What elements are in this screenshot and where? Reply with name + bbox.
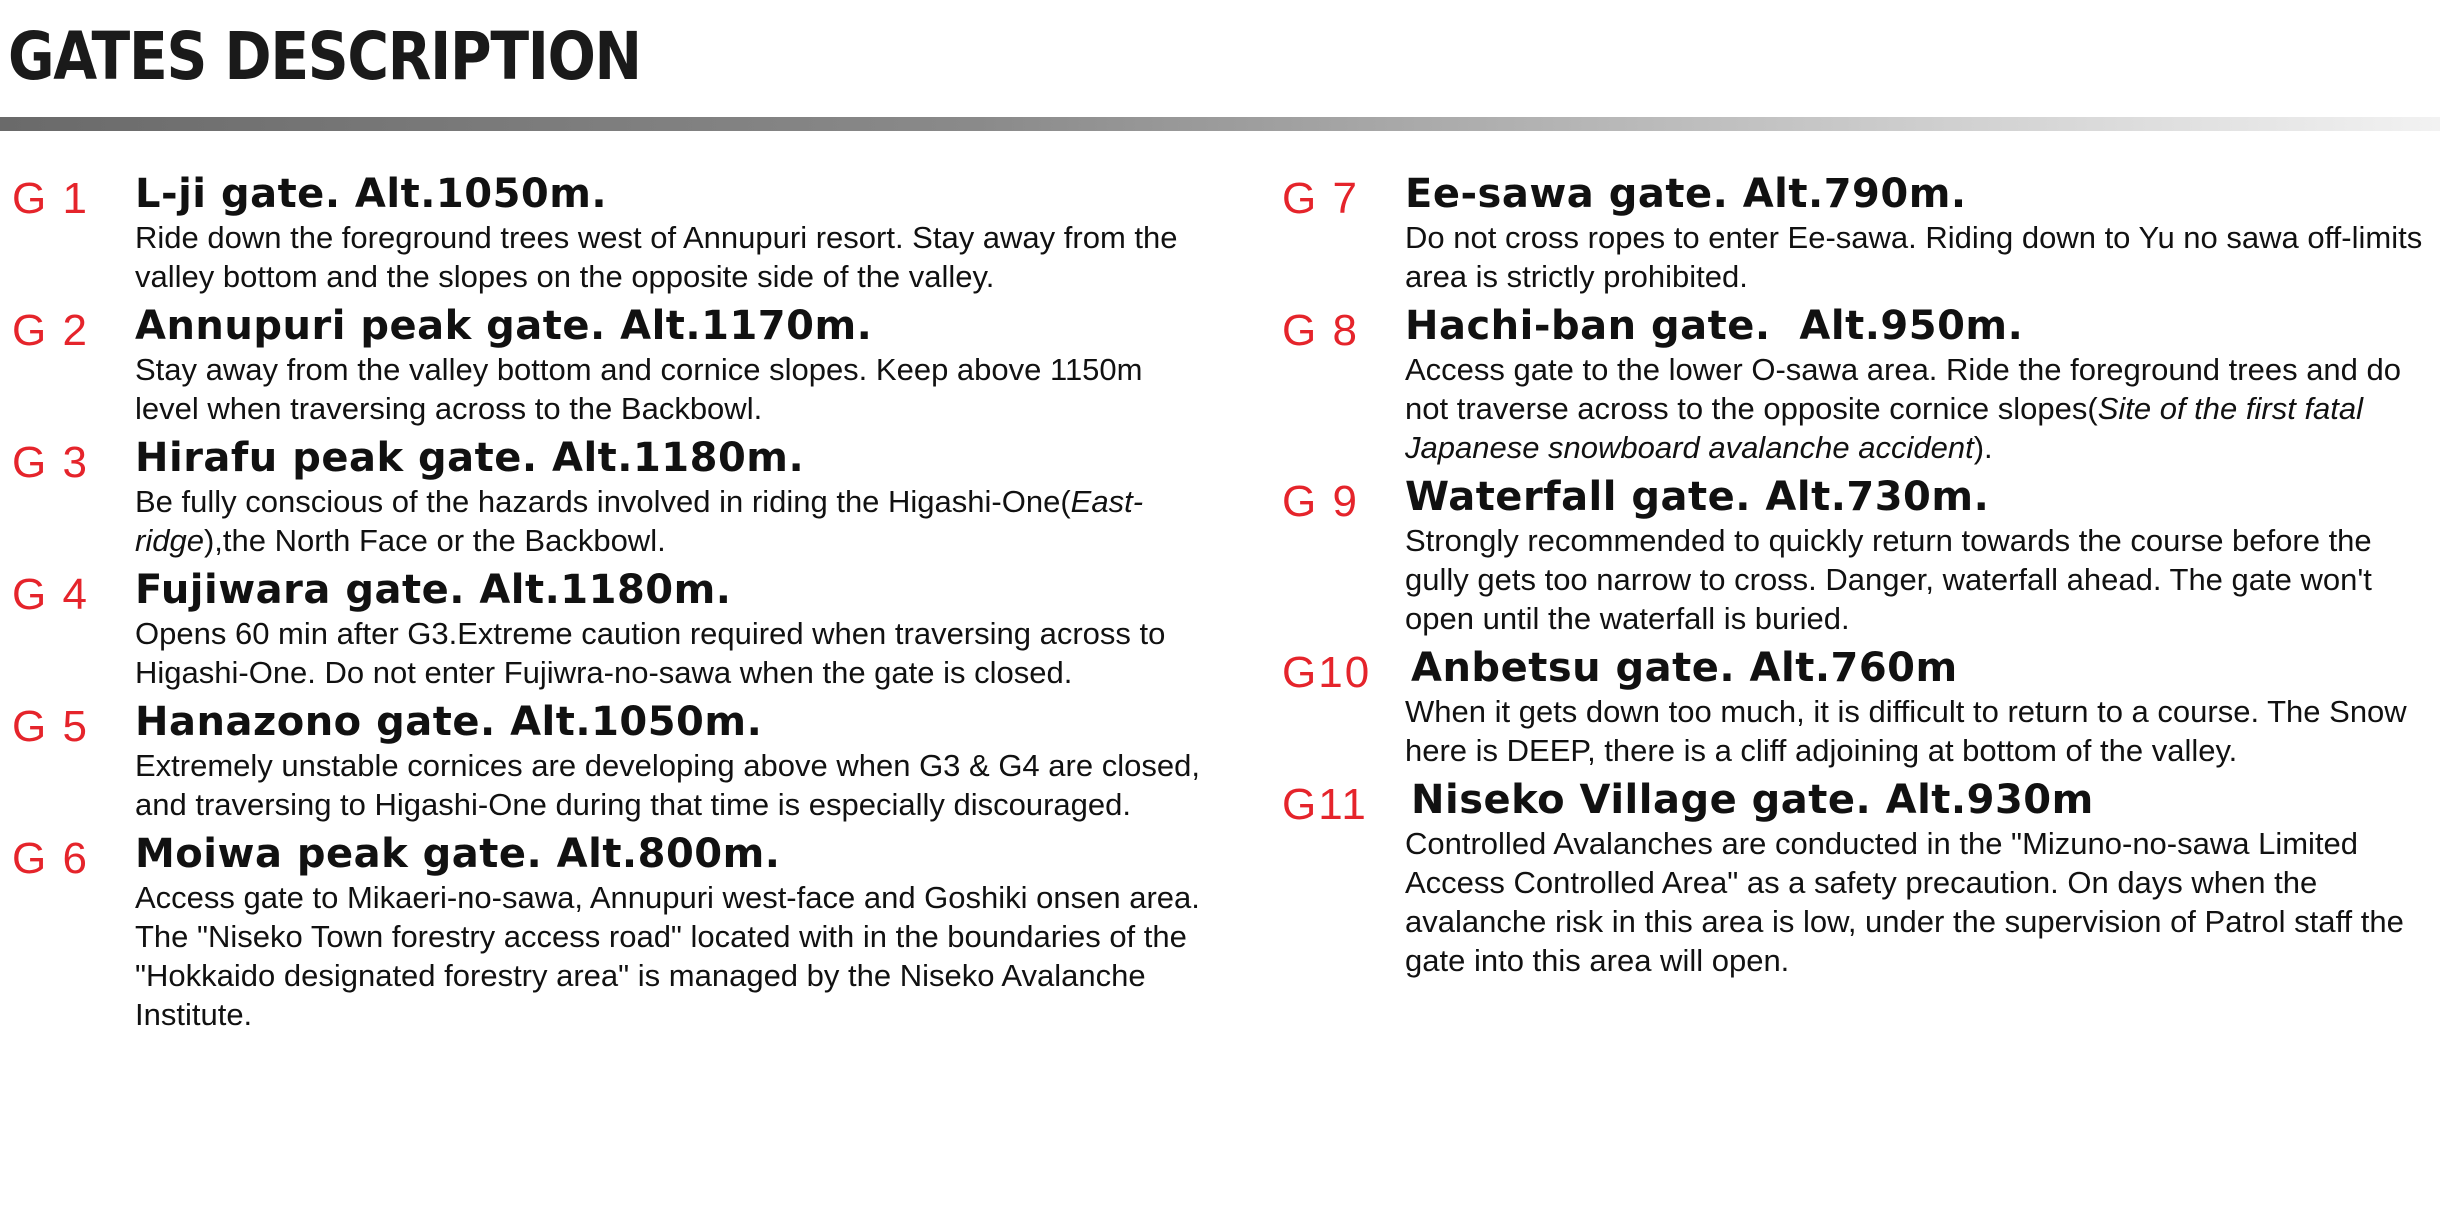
gate-title: Ee-sawa gate. Alt.790m. [1405, 171, 1967, 217]
gate-item [1282, 776, 2440, 980]
page-title: GATES DESCRIPTION [8, 18, 641, 95]
gate-description: Extremely unstable cornices are developing above when G3 & G4 are closed, and traversing to Higashi-One during that time is especially discouraged. [135, 748, 1200, 822]
gate-title: Anbetsu gate. Alt.760m [1411, 645, 1958, 691]
gate-description-emphasis: East-ridge [135, 484, 1144, 558]
gate-title: Annupuri peak gate. Alt.1170m. [135, 303, 873, 349]
gate-description: Strongly recommended to quickly return towards the course before the gully gets too narrow to cross. Danger, waterfall ahead. The gate won't open until the waterfall is buried. [1405, 523, 2372, 636]
gate-item [1282, 473, 2440, 638]
gate-description: Stay away from the valley bottom and cornice slopes. Keep above 1150m level when traversing across to the Backbowl. [135, 352, 1143, 426]
gate-item [0, 698, 1200, 824]
gate-id: G 1 [12, 174, 89, 223]
header-divider [0, 117, 2440, 131]
gate-item [1282, 302, 2440, 467]
gate-title: Hanazono gate. Alt.1050m. [135, 699, 763, 745]
gates-left-column [0, 170, 1200, 1040]
gate-id: G 2 [12, 306, 89, 355]
gate-id: G11 [1282, 780, 1368, 829]
gate-description-text: Access gate to the lower O-sawa area. Ride the foreground trees and do not traverse across to the opposite cornice slopes( [1405, 352, 2402, 426]
gate-item [0, 830, 1200, 1034]
gate-description: When it gets down too much, it is difficult to return to a course. The Snow here is DEEP, there is a cliff adjoining at bottom of the valley. [1405, 694, 2407, 768]
gate-id: G10 [1282, 648, 1372, 697]
gate-item [0, 302, 1200, 428]
gate-description-text: ). [1973, 430, 1993, 465]
gate-title: Moiwa peak gate. Alt.800m. [135, 831, 781, 877]
gate-description: Controlled Avalanches are conducted in the "Mizuno-no-sawa Limited Access Controlled Area" as a safety precaution. On days when the avalanche risk in this area is low, under the supervision of Patrol staff the gate into this area will open. [1405, 826, 2404, 978]
gate-item [1282, 170, 2440, 296]
gate-title: Hachi-ban gate. Alt.950m. [1405, 303, 2024, 349]
gate-title: Fujiwara gate. Alt.1180m. [135, 567, 732, 613]
gate-id: G 4 [12, 570, 89, 619]
gate-description-text: ),the North Face or the Backbowl. [203, 523, 666, 558]
gate-description [135, 482, 1200, 560]
gate-description: Do not cross ropes to enter Ee-sawa. Riding down to Yu no sawa off-limits area is strictly prohibited. [1405, 220, 2423, 294]
gate-item [0, 170, 1200, 296]
gates-right-column [1282, 170, 2440, 986]
gate-description [1405, 350, 2440, 467]
gate-item [0, 566, 1200, 692]
gate-description: Access gate to Mikaeri-no-sawa, Annupuri west-face and Goshiki onsen area. The "Niseko Town forestry access road" located with in the boundaries of the "Hokkaido designated forestry area" is managed by the Niseko Avalanche Institute. [135, 880, 1200, 1032]
gate-item [1282, 644, 2440, 770]
gate-id: G 9 [1282, 477, 1359, 526]
gate-item [0, 434, 1200, 560]
gate-id: G 7 [1282, 174, 1359, 223]
gate-description: Ride down the foreground trees west of Annupuri resort. Stay away from the valley bottom and the slopes on the opposite side of the valley. [135, 220, 1178, 294]
gate-title: Hirafu peak gate. Alt.1180m. [135, 435, 805, 481]
gate-description-emphasis: Site of the first fatal Japanese snowboard avalanche accident [1405, 391, 2364, 465]
gate-id: G 3 [12, 438, 89, 487]
gate-description: Opens 60 min after G3.Extreme caution required when traversing across to Higashi-One. Do not enter Fujiwra-no-sawa when the gate is closed. [135, 616, 1166, 690]
gate-id: G 8 [1282, 306, 1359, 355]
gate-description-text: Be fully conscious of the hazards involved in riding the Higashi-One( [135, 484, 1071, 519]
gate-id: G 5 [12, 702, 89, 751]
gate-title: Niseko Village gate. Alt.930m [1411, 777, 2094, 823]
gate-title: L-ji gate. Alt.1050m. [135, 171, 608, 217]
gate-id: G 6 [12, 834, 89, 883]
gate-title: Waterfall gate. Alt.730m. [1405, 474, 1990, 520]
